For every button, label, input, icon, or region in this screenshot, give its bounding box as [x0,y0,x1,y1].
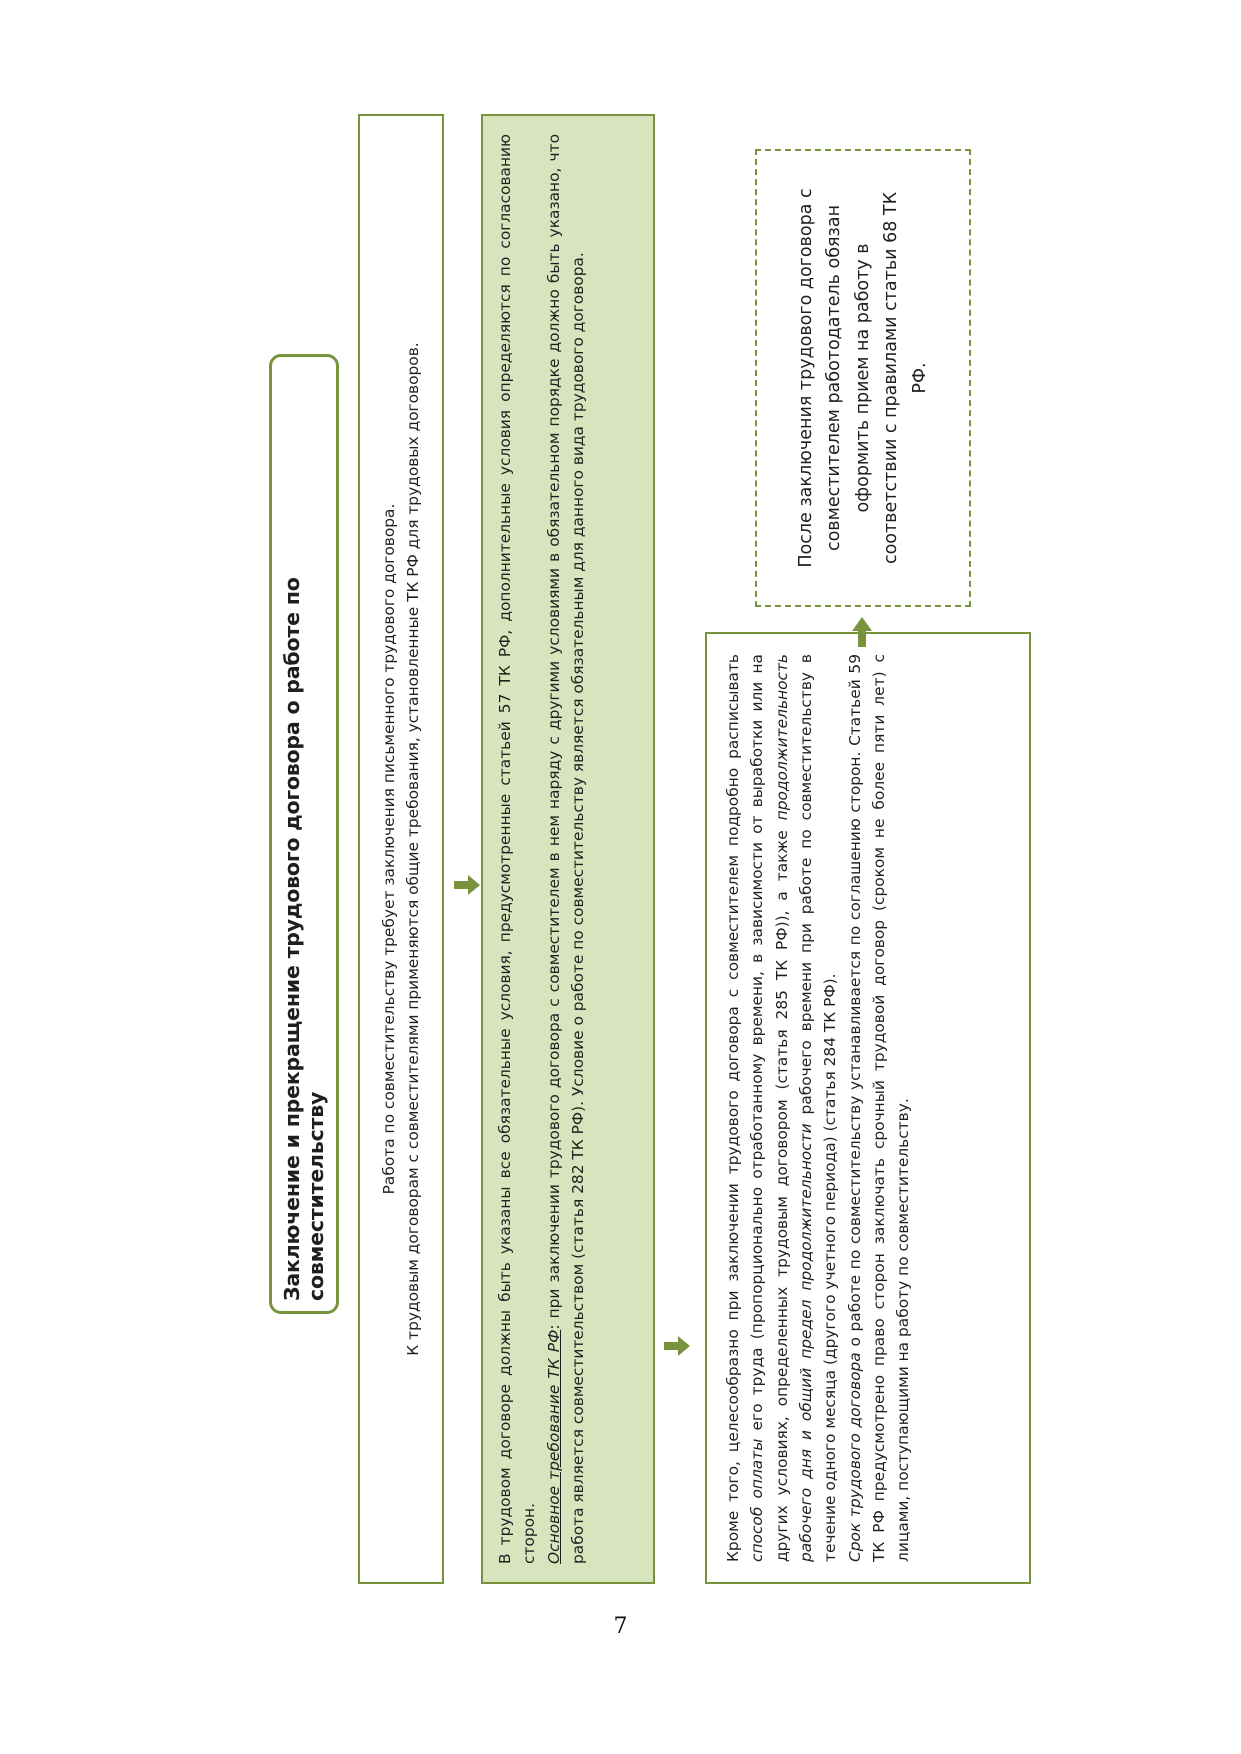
arrow-right-icon [452,873,482,897]
box3-paragraph2 [843,654,916,1562]
main-requirement-label: Основное требование ТК РФ [544,1329,563,1564]
box-employment-registration [755,149,971,607]
box2-paragraph1: В трудовом договоре должны быть указаны все обязательные условия, предусмотренные статьей 57 ТК РФ, дополнительные условия определяются по согласованию сторон. [496,134,539,1564]
box3-text-4: о работе по совместительству устанавливается по соглашению сторон. Статьей 59 ТК РФ предусмотрено право сторон заключать срочный трудовой договор (сроком не более пяти лет) с лицами, поступающими на работу по совместительству. [845,654,913,1562]
box4-text: После заключения трудового договора с совместителем работодатель обязан оформить прием на работу в соответствии с правилами статьи 68 ТК РФ. [796,188,930,568]
box2-paragraph2 [542,134,591,1564]
box3-text-2: его труда (пропорционально отработанному времени, в зависимости от выработки или на других условиях, определенных трудовым договором (статья 285 ТК РФ)), а также [748,654,791,1562]
payment-method-term: способ оплаты [748,1438,767,1562]
main-requirement-text: : при заключении трудового договора с совместителем в нем наряду с другими условиями в обязательном порядке должно быть указано, что работа является совместительством (статья 282 ТК РФ). Условие о работе по совместительству является обязательным для данного вида трудового договора. [544,134,587,1564]
box-general-requirements [358,114,444,1584]
box3-text-1: Кроме того, целесообразно при заключении трудового договора с совместителем подробно расписывать [724,654,742,1562]
arrow-up-icon [850,615,874,649]
box1-line2: К трудовым договорам с совместителями применяются общие требования, установленные ТК РФ для трудовых договоров. [404,342,422,1356]
box-contract-conditions [481,114,655,1584]
arrow-right-icon [662,1334,692,1358]
diagram-title [269,354,339,1314]
box1-line1: Работа по совместительству требует заключения письменного трудового договора. [379,503,398,1195]
box-payment-and-term [705,632,1031,1584]
page-number: 7 [613,1614,628,1639]
box3-paragraph1 [721,654,843,1562]
diagram-title-text: Заключение и прекращение трудового договора о работе по совместительству [280,577,328,1301]
box3-text-3: рабочего времени при работе по совместительству в течение одного месяца (другого учетного периода) (статья 284 ТК РФ). [796,654,840,1562]
working-time-term: продолжительность рабочего дня и общий предел продолжительности [772,654,815,1562]
contract-term-label: Срок трудового договора [845,1352,864,1562]
